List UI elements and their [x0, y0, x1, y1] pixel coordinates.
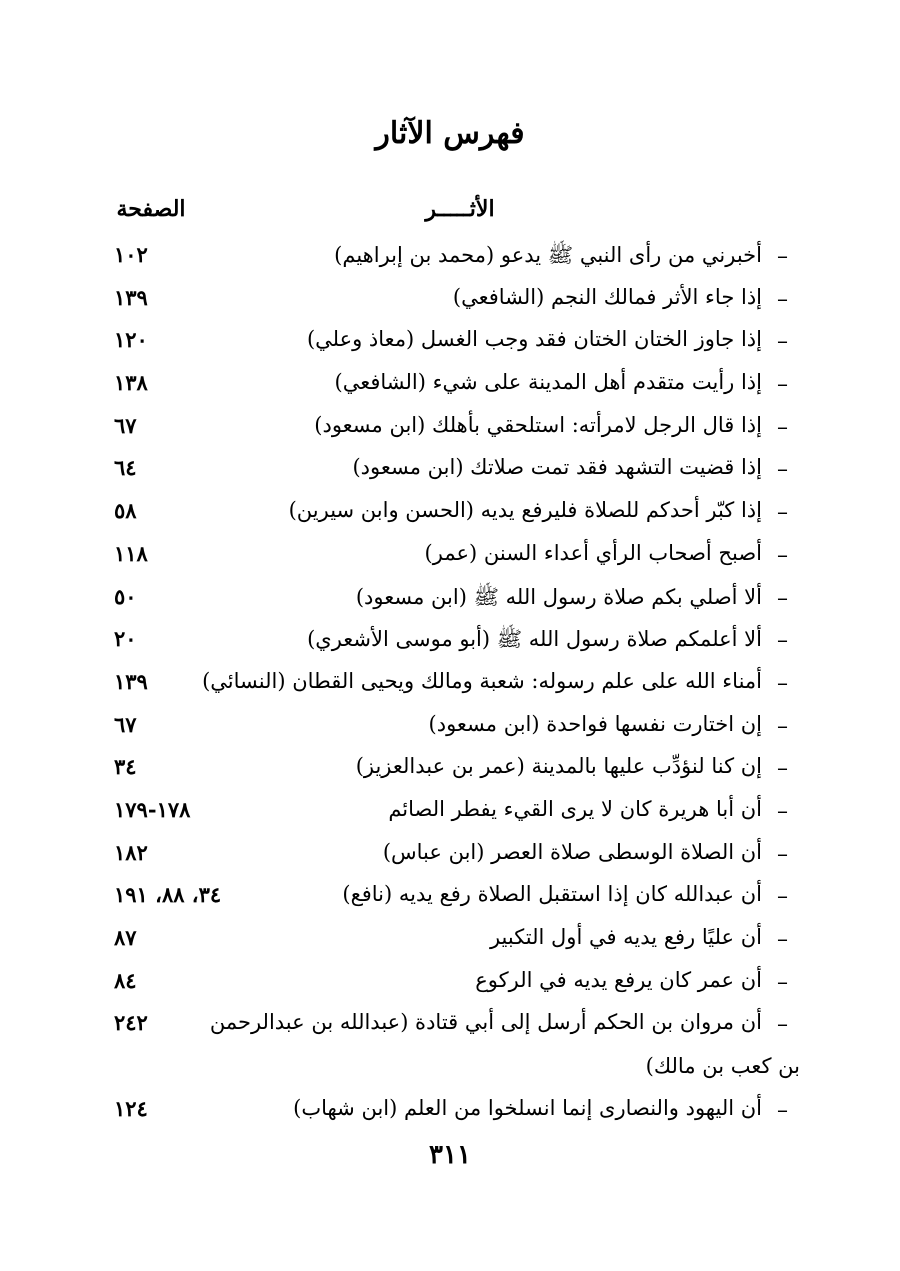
page-title: فهرس الآثار — [375, 116, 525, 151]
bullet-dash: – — [777, 457, 788, 483]
bullet-dash: – — [777, 927, 788, 952]
entry-page-number: ٨٤ — [114, 967, 137, 993]
bullet-dash: – — [777, 414, 788, 440]
bullet-dash: – — [777, 884, 788, 910]
bullet-dash: – — [777, 628, 788, 654]
list-item — [100, 492, 800, 535]
entry-page-number: ٢٠ — [114, 626, 137, 652]
list-item — [100, 407, 800, 450]
list-item — [100, 919, 800, 962]
entry-text: إذا كبّر أحدكم للصلاة فليرفع يديه (الحسن وابن سيرين) — [288, 498, 762, 523]
entry-text: أن الصلاة الوسطى صلاة العصر (ابن عباس) — [382, 839, 762, 864]
entry-page-number: ٦٧ — [114, 711, 137, 737]
list-item — [100, 279, 800, 322]
entry-page-number: ٣٤ — [114, 754, 137, 780]
entry-page-number: ٦٧ — [114, 412, 137, 438]
entry-text: أن عمر كان يرفع يديه في الركوع — [475, 967, 762, 992]
bullet-dash: – — [777, 500, 788, 526]
list-item — [100, 535, 800, 578]
entry-page-number: ٨٧ — [114, 925, 137, 950]
entry-text: أمناء الله على علم رسوله: شعبة ومالك ويحيى القطان (النسائي) — [202, 668, 762, 693]
entry-text-continuation: بن كعب بن مالك) — [645, 1054, 800, 1079]
entry-text: أن عبدالله كان إذا استقبل الصلاة رفع يديه (نافع) — [342, 882, 762, 907]
entry-page-number: ١٢٠ — [114, 327, 148, 353]
entry-text: أن أبا هريرة كان لا يرى القيء يفطر الصائم — [388, 796, 762, 821]
entry-page-number: ١٣٩ — [114, 284, 148, 310]
entry-page-number: ٦٤ — [114, 455, 137, 481]
list-item — [100, 449, 800, 492]
entry-text: إذا رأيت متقدم أهل المدينة على شيء (الشافعي) — [334, 370, 762, 395]
bullet-dash: – — [777, 329, 788, 355]
list-item — [100, 663, 800, 706]
list-item — [100, 1090, 800, 1133]
entry-text: إذا قال الرجل لامرأته: استلحقي بأهلك (ابن مسعود) — [314, 412, 762, 437]
entry-text: أن عليًا رفع يديه في أول التكبير — [489, 925, 762, 949]
entries-list — [100, 236, 800, 1133]
entry-text: إذا جاء الأثر فمالك النجم (الشافعي) — [452, 284, 762, 309]
column-header-athar: الأثـــــر — [425, 196, 495, 222]
entry-page-number: ٢٤٢ — [114, 1010, 148, 1036]
entry-text: أن مروان بن الحكم أرسل إلى أبي قتادة (عبدالله بن عبدالرحمن — [209, 1010, 762, 1035]
entry-page-number: ٣٤، ٨٨، ١٩١ — [114, 882, 222, 908]
bullet-dash: – — [777, 713, 788, 739]
entry-page-number: ١٢٤ — [114, 1096, 148, 1122]
list-item — [100, 834, 800, 877]
list-item — [100, 620, 800, 663]
bullet-dash: – — [777, 969, 788, 995]
bullet-dash: – — [777, 798, 788, 824]
bullet-dash: – — [777, 1012, 788, 1038]
entry-page-number: ١٠٢ — [114, 242, 148, 267]
bullet-dash: – — [777, 585, 788, 611]
entry-page-number: ٥٨ — [114, 498, 137, 524]
entry-page-number: ١١٨ — [114, 540, 148, 566]
page-number: ٣١١ — [429, 1140, 471, 1170]
list-item — [100, 791, 800, 834]
entry-page-number: ٥٠ — [114, 583, 137, 609]
entry-text: إذا جاوز الختان الختان فقد وجب الغسل (معاذ وعلي) — [306, 327, 762, 352]
list-item — [100, 962, 800, 1005]
entry-text: أصبح أصحاب الرأي أعداء السنن (عمر) — [424, 540, 762, 565]
list-item — [100, 578, 800, 621]
list-item — [100, 706, 800, 749]
bullet-dash: – — [777, 244, 788, 269]
entry-text: إذا قضيت التشهد فقد تمت صلاتك (ابن مسعود) — [352, 455, 762, 480]
entry-text: ألا أعلمكم صلاة رسول الله ﷺ (أبو موسى الأشعري) — [307, 627, 762, 652]
list-item — [100, 876, 800, 919]
bullet-dash: – — [777, 1098, 788, 1124]
list-item — [100, 364, 800, 407]
bullet-dash: – — [777, 841, 788, 867]
bullet-dash: – — [777, 756, 788, 782]
entry-page-number: ١٧٨-١٧٩ — [114, 796, 191, 822]
entry-text: إن كنا لنؤدِّب عليها بالمدينة (عمر بن عبدالعزيز) — [355, 754, 762, 779]
bullet-dash: – — [777, 670, 788, 696]
entry-page-number: ١٣٨ — [114, 370, 148, 396]
column-header-page: الصفحة — [116, 196, 186, 222]
entry-page-number: ١٣٩ — [114, 668, 148, 694]
entry-page-number: ١٨٢ — [114, 839, 148, 865]
bullet-dash: – — [777, 542, 788, 568]
bullet-dash: – — [777, 286, 788, 312]
entry-text: أن اليهود والنصارى إنما انسلخوا من العلم (ابن شهاب) — [293, 1096, 762, 1121]
bullet-dash: – — [777, 372, 788, 398]
entry-text: ألا أصلي بكم صلاة رسول الله ﷺ (ابن مسعود) — [355, 584, 762, 609]
list-item — [100, 1004, 800, 1090]
list-item — [100, 321, 800, 364]
entry-text: أخبرني من رأى النبي ﷺ يدعو (محمد بن إبراهيم) — [334, 243, 762, 267]
list-item — [100, 748, 800, 791]
list-item — [100, 236, 800, 279]
entry-text: إن اختارت نفسها فواحدة (ابن مسعود) — [428, 711, 762, 736]
